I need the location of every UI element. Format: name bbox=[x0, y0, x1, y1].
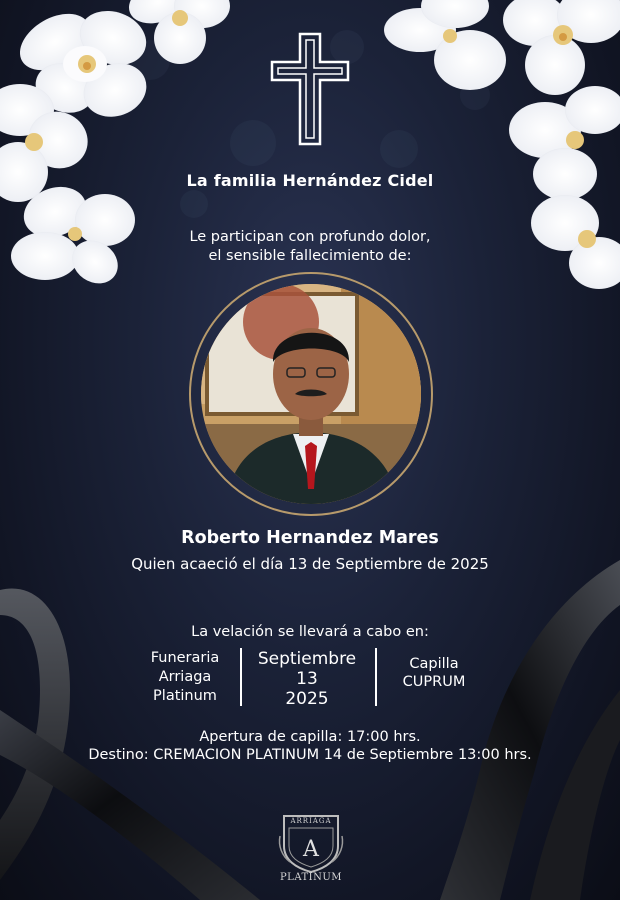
black-ribbon-right bbox=[380, 540, 620, 900]
arriaga-platinum-logo bbox=[276, 812, 346, 888]
funeral-home bbox=[140, 649, 230, 706]
velacion-day: 13 bbox=[296, 669, 318, 689]
logo-letter: A bbox=[303, 837, 319, 862]
chapel-line: Capilla bbox=[409, 656, 459, 672]
chapel bbox=[382, 655, 486, 691]
cross-icon bbox=[270, 32, 350, 147]
velacion-year: 2025 bbox=[285, 689, 329, 709]
announcement-line-2: el sensible fallecimiento de: bbox=[208, 248, 412, 264]
announcement-line-1: Le participan con profundo dolor, bbox=[189, 229, 431, 245]
death-date-line: Quien acaeció el día 13 de Septiembre de 2025 bbox=[131, 555, 489, 573]
chapel-line: CUPRUM bbox=[402, 674, 466, 690]
chapel-opening-time: Apertura de capilla: 17:00 hrs. bbox=[199, 729, 421, 745]
velacion-title: La velación se llevará a cabo en: bbox=[191, 624, 429, 640]
divider bbox=[240, 648, 242, 706]
portrait-frame bbox=[189, 272, 433, 516]
portrait-photo bbox=[201, 284, 421, 504]
divider bbox=[375, 648, 377, 706]
funeral-home-line: Funeraria bbox=[150, 650, 220, 666]
logo-bottom-text: PLATINUM bbox=[279, 872, 343, 883]
funeral-home-line: Arriaga bbox=[158, 669, 212, 685]
velacion-date bbox=[245, 649, 369, 709]
deceased-name: Roberto Hernandez Mares bbox=[181, 528, 439, 548]
velacion-month: Septiembre bbox=[257, 649, 357, 669]
destination-line: Destino: CREMACION PLATINUM 14 de Septiembre 13:00 hrs. bbox=[88, 747, 532, 763]
funeral-home-line: Platinum bbox=[153, 688, 217, 704]
logo-top-text: ARRIAGA bbox=[290, 817, 332, 825]
family-name: La familia Hernández Cidel bbox=[186, 171, 434, 190]
